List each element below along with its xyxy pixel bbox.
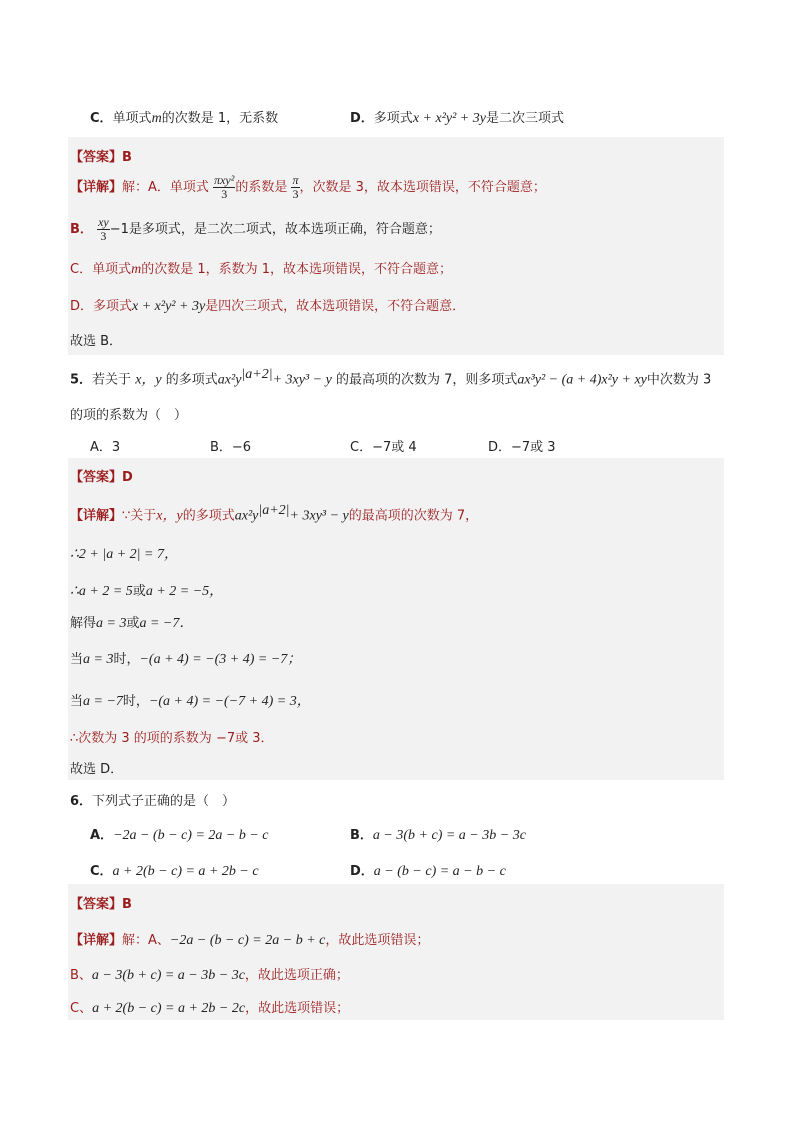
q5-answer: 【答案】D: [70, 470, 133, 485]
q4-detail-line3: C．单项式m的次数是 1，系数为 1，故本选项错误，不符合题意；: [70, 262, 453, 277]
q6-detail-line1: 【详解】解：A、−2a − (b − c) = 2a − b + c，故此选项错误；: [70, 933, 430, 948]
q5-detail-line5: 当a = 3时，−(a + 4) = −(3 + 4) = −7；: [70, 652, 302, 667]
q6-detail-line3: C、a + 2(b − c) = a + 2b − 2c，故此选项错误；: [70, 1001, 350, 1016]
q5-detail-line2: ∴2 + |a + 2| = 7，: [70, 547, 178, 562]
q4-answer-shade: [68, 137, 724, 355]
q5-detail-line1: 【详解】∵关于x，y的多项式$ax^2y^{|a+2|}+ 3xy^3 - y$的最高项的次数为 7，: [70, 503, 479, 524]
q6-detail-line2: B、a − 3(b + c) = a − 3b − 3c，故此选项正确；: [70, 968, 349, 983]
q4-detail-line1: 【详解】解：A．单项式 $\frac{\text{πxy²}}{3}$ 的系数是 $\frac{\pi}{3}$ ，次数是 3，故本选项错误，不符合题意；: [70, 173, 546, 201]
q5-option-c: C．−7或 4: [350, 440, 417, 455]
q4-detail-line4: D．多项式x + x²y² + 3y是四次三项式，故本选项错误，不符合题意．: [70, 299, 466, 314]
q4-option-d: D．多项式x + x²y² + 3y是二次三项式: [350, 111, 564, 126]
fraction: $\frac{xy}{3}$: [98, 215, 109, 243]
q6-option-b: B．a − 3(b + c) = a − 3b − 3c: [350, 828, 526, 843]
q5-detail-line4: 解得a = 3或a = −7．: [70, 616, 194, 631]
q5-detail-line3: ∴a + 2 = 5或a + 2 = −5，: [70, 584, 224, 599]
q5-option-b: B．−6: [210, 440, 252, 455]
q5-stem-line2: 的项的系数为（ ）: [70, 408, 188, 423]
q5-stem-line1: 5．若关于 x，y 的多项式$ax^2y^{|a+2|}+ 3xy^3 - y$ 的最高项的次数为 7，则多项式ax³y² − (a + 4)x²y + xy中次数为 3: [70, 367, 712, 388]
q5-detail-line6: 当a = −7时，−(a + 4) = −(−7 + 4) = 3，: [70, 694, 311, 709]
q6-answer: 【答案】B: [70, 897, 132, 912]
fraction: $\frac{\text{πxy²}}{3}$: [214, 173, 235, 201]
q4-option-c: C．单项式m的次数是 1，无系数: [90, 111, 279, 126]
q5-option-d: D．−7或 3: [488, 440, 556, 455]
q6-option-d: D．a − (b − c) = a − b − c: [350, 864, 506, 879]
q5-detail-line7: ∴次数为 3 的项的系数为 −7或 3．: [70, 731, 274, 746]
q6-option-a: A．−2a − (b − c) = 2a − b − c: [90, 828, 269, 843]
q4-answer: 【答案】B: [70, 150, 132, 165]
q4-detail-line2: B． $\frac{xy}{3}$ −1是多项式，是二次二项式，故本选项正确，符合题意；: [70, 215, 441, 243]
q5-conclusion: 故选 D．: [70, 762, 124, 777]
fraction: $\frac{\pi}{3}$: [292, 173, 299, 201]
q4-conclusion: 故选 B．: [70, 334, 123, 349]
q5-option-a: A．3: [90, 440, 121, 455]
q6-stem: 6．下列式子正确的是（ ）: [70, 794, 236, 809]
q6-option-c: C．a + 2(b − c) = a + 2b − c: [90, 864, 259, 879]
